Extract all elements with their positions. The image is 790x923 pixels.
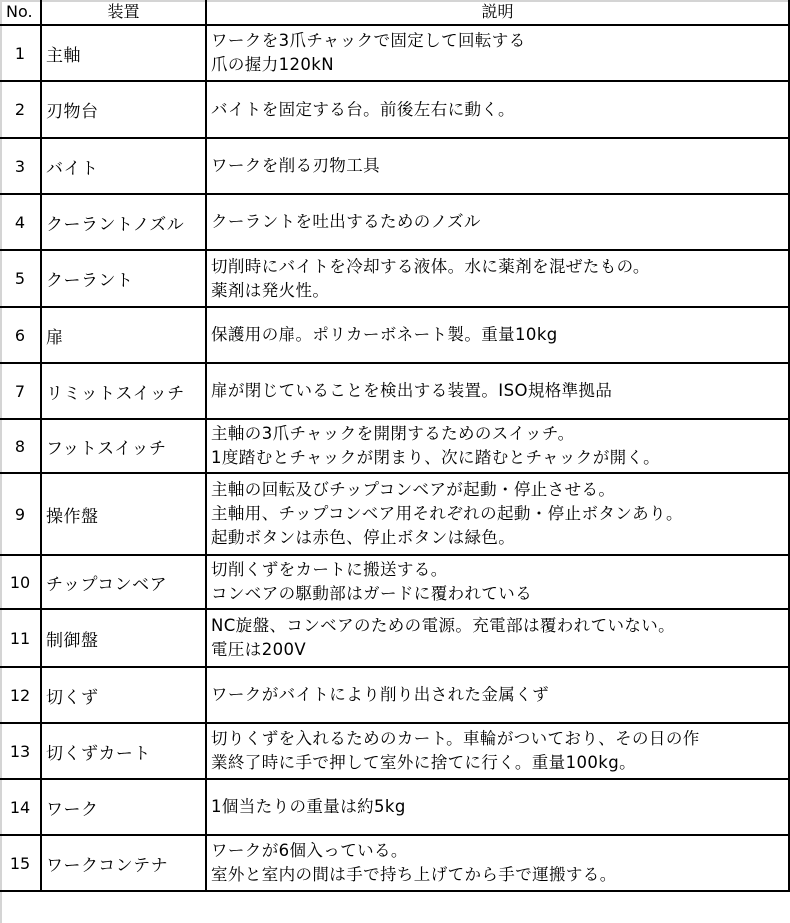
cell-no[interactable]: 13 (0, 723, 41, 779)
table-row (0, 723, 789, 779)
cell-device[interactable]: 切くずカート (41, 723, 206, 779)
cell-no[interactable]: 15 (0, 835, 41, 891)
description-line: 1度踏むとチャックが閉まり、次に踏むとチャックが開く。 (211, 448, 660, 467)
cell-description[interactable] (206, 555, 789, 609)
cell-device[interactable]: ワークコンテナ (41, 835, 206, 891)
cell-device[interactable]: クーラントノズル (41, 194, 206, 250)
cell-device[interactable]: 刃物台 (41, 81, 206, 138)
description-line: 爪の握力120kN (211, 55, 334, 74)
description-line: 業終了時に手で押して室外に捨てに行く。重量100kg。 (211, 753, 636, 772)
cell-no[interactable]: 1 (0, 25, 41, 81)
description-line: 主軸の3爪チャックを開閉するためのスイッチ。 (211, 424, 575, 443)
description-line: 保護用の扉。ポリカーボネート製。重量10kg (211, 325, 558, 344)
table-row (0, 667, 789, 723)
header-no[interactable]: No. (0, 0, 41, 25)
table-row (0, 363, 789, 419)
cell-description[interactable] (206, 307, 789, 363)
cell-no[interactable]: 2 (0, 81, 41, 138)
table-row (0, 419, 789, 473)
header-row (0, 0, 789, 25)
cell-no[interactable]: 3 (0, 138, 41, 194)
description-line: ワークが6個入っている。 (211, 841, 408, 860)
cell-description[interactable] (206, 667, 789, 723)
description-line: クーラントを吐出するためのノズル (211, 212, 481, 231)
description-line: 扉が閉じていることを検出する装置。ISO規格準拠品 (211, 381, 613, 400)
cell-description[interactable] (206, 723, 789, 779)
cell-device[interactable]: ワーク (41, 779, 206, 835)
cell-no[interactable]: 6 (0, 307, 41, 363)
cell-no[interactable]: 5 (0, 250, 41, 307)
table-row (0, 779, 789, 835)
cell-description[interactable] (206, 81, 789, 138)
description-line: NC旋盤、コンベアのための電源。充電部は覆われていない。 (211, 616, 676, 635)
table-row (0, 555, 789, 609)
description-line: バイトを固定する台。前後左右に動く。 (211, 99, 515, 119)
cell-description[interactable] (206, 419, 789, 473)
table-row (0, 81, 789, 138)
description-line: 室外と室内の間は手で持ち上げてから手で運搬する。 (211, 865, 617, 884)
description-line: 薬剤は発火性。 (211, 280, 330, 300)
table-body (0, 25, 789, 891)
cell-no[interactable]: 14 (0, 779, 41, 835)
table-row (0, 835, 789, 891)
description-line: コンベアの駆動部はガードに覆われている (211, 584, 533, 603)
description-line: 1個当たりの重量は約5kg (211, 797, 406, 816)
cell-description[interactable] (206, 835, 789, 891)
table-row (0, 473, 789, 555)
description-line: 主軸の回転及びチップコンベアが起動・停止させる。 (211, 480, 616, 499)
cell-device[interactable]: 制御盤 (41, 609, 206, 667)
description-line: ワークを3爪チャックで固定して回転する (211, 31, 526, 50)
cell-description[interactable] (206, 138, 789, 194)
cell-device[interactable]: フットスイッチ (41, 419, 206, 473)
cell-no[interactable]: 9 (0, 473, 41, 555)
cell-device[interactable]: 主軸 (41, 25, 206, 81)
cell-description[interactable] (206, 473, 789, 555)
description-line: 電圧は200V (211, 640, 307, 659)
header-device[interactable]: 装置 (41, 0, 206, 25)
cell-no[interactable]: 12 (0, 667, 41, 723)
cell-device[interactable]: 扉 (41, 307, 206, 363)
description-line: ワークを削る刃物工具 (211, 156, 380, 175)
cell-device[interactable]: チップコンベア (41, 555, 206, 609)
cell-no[interactable]: 11 (0, 609, 41, 667)
cell-description[interactable] (206, 779, 789, 835)
cell-description[interactable] (206, 194, 789, 250)
table-row (0, 609, 789, 667)
cell-no[interactable]: 7 (0, 363, 41, 419)
cell-description[interactable] (206, 25, 789, 81)
description-line: 切りくずを入れるためのカート。車輪がついており、その日の作 (211, 729, 700, 748)
cell-no[interactable]: 8 (0, 419, 41, 473)
description-line: 起動ボタンは赤色、停止ボタンは緑色。 (211, 528, 516, 547)
description-line: 主軸用、チップコンベア用それぞれの起動・停止ボタンあり。 (211, 504, 683, 523)
table-row (0, 25, 789, 81)
table-row (0, 194, 789, 250)
cell-no[interactable]: 10 (0, 555, 41, 609)
table-row (0, 307, 789, 363)
description-line: 切削時にバイトを冷却する液体。水に薬剤を混ぜたもの。 (211, 256, 650, 276)
cell-description[interactable] (206, 250, 789, 307)
description-line: 切削くずをカートに搬送する。 (211, 560, 448, 579)
description-line: ワークがバイトにより削り出された金属くず (211, 685, 549, 704)
table-row (0, 250, 789, 307)
cell-description[interactable] (206, 609, 789, 667)
cell-description[interactable] (206, 363, 789, 419)
header-description[interactable]: 説明 (206, 0, 789, 25)
cell-device[interactable]: 操作盤 (41, 473, 206, 555)
cell-device[interactable]: 切くず (41, 667, 206, 723)
cell-device[interactable]: バイト (41, 138, 206, 194)
cell-device[interactable]: クーラント (41, 250, 206, 307)
table-row (0, 138, 789, 194)
cell-no[interactable]: 4 (0, 194, 41, 250)
cell-device[interactable]: リミットスイッチ (41, 363, 206, 419)
